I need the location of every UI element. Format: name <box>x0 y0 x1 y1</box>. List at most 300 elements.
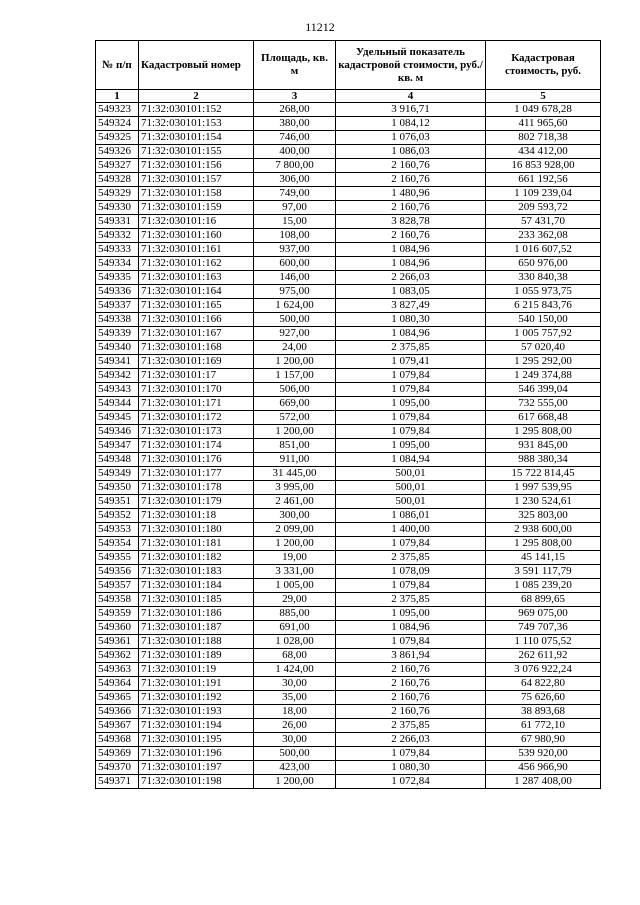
row-index: 549332 <box>96 229 139 243</box>
cadastral-value: 67 980,90 <box>486 733 601 747</box>
table-row <box>96 579 601 593</box>
row-index: 549335 <box>96 271 139 285</box>
area-value: 18,00 <box>254 705 336 719</box>
row-index: 549348 <box>96 453 139 467</box>
cadastral-value: 38 893,68 <box>486 705 601 719</box>
cadastral-value: 1 295 808,00 <box>486 425 601 439</box>
cadastral-value: 546 399,04 <box>486 383 601 397</box>
area-value: 500,00 <box>254 747 336 761</box>
row-index: 549357 <box>96 579 139 593</box>
row-index: 549323 <box>96 103 139 117</box>
cadastral-value: 2 938 600,00 <box>486 523 601 537</box>
area-value: 911,00 <box>254 453 336 467</box>
unit-value: 2 160,76 <box>336 229 486 243</box>
area-value: 975,00 <box>254 285 336 299</box>
unit-value: 2 375,85 <box>336 341 486 355</box>
area-value: 1 624,00 <box>254 299 336 313</box>
column-number-row <box>96 90 601 103</box>
cadastral-number: 71:32:030101:157 <box>139 173 254 187</box>
cadastral-value: 57 020,40 <box>486 341 601 355</box>
cadastral-value: 1 005 757,92 <box>486 327 601 341</box>
table-row <box>96 355 601 369</box>
cadastral-number: 71:32:030101:180 <box>139 523 254 537</box>
cadastral-value: 1 055 973,75 <box>486 285 601 299</box>
cadastral-value: 539 920,00 <box>486 747 601 761</box>
row-index: 549338 <box>96 313 139 327</box>
row-index: 549334 <box>96 257 139 271</box>
area-value: 400,00 <box>254 145 336 159</box>
unit-value: 2 160,76 <box>336 705 486 719</box>
cadastral-number: 71:32:030101:173 <box>139 425 254 439</box>
table-row <box>96 257 601 271</box>
cadastral-value: 617 668,48 <box>486 411 601 425</box>
cadastral-number: 71:32:030101:196 <box>139 747 254 761</box>
unit-value: 500,01 <box>336 467 486 481</box>
row-index: 549350 <box>96 481 139 495</box>
table-row <box>96 159 601 173</box>
cadastral-number: 71:32:030101:184 <box>139 579 254 593</box>
cadastral-number: 71:32:030101:176 <box>139 453 254 467</box>
area-value: 31 445,00 <box>254 467 336 481</box>
cadastral-value: 411 965,60 <box>486 117 601 131</box>
area-value: 937,00 <box>254 243 336 257</box>
cadastral-value: 209 593,72 <box>486 201 601 215</box>
cadastral-value: 61 772,10 <box>486 719 601 733</box>
unit-value: 1 084,96 <box>336 243 486 257</box>
cadastral-value: 3 591 117,79 <box>486 565 601 579</box>
cadastral-number: 71:32:030101:153 <box>139 117 254 131</box>
unit-value: 2 160,76 <box>336 173 486 187</box>
cadastral-value: 1 049 678,28 <box>486 103 601 117</box>
cadastral-value: 969 075,00 <box>486 607 601 621</box>
table-row <box>96 565 601 579</box>
row-index: 549330 <box>96 201 139 215</box>
area-value: 2 461,00 <box>254 495 336 509</box>
row-index: 549352 <box>96 509 139 523</box>
area-value: 380,00 <box>254 117 336 131</box>
row-index: 549339 <box>96 327 139 341</box>
area-value: 26,00 <box>254 719 336 733</box>
unit-value: 2 375,85 <box>336 551 486 565</box>
cadastral-number: 71:32:030101:193 <box>139 705 254 719</box>
cadastral-number: 71:32:030101:162 <box>139 257 254 271</box>
unit-value: 1 084,12 <box>336 117 486 131</box>
area-value: 1 028,00 <box>254 635 336 649</box>
row-index: 549333 <box>96 243 139 257</box>
cadastral-value: 262 611,92 <box>486 649 601 663</box>
area-value: 3 331,00 <box>254 565 336 579</box>
cadastral-value: 1 110 075,52 <box>486 635 601 649</box>
row-index: 549369 <box>96 747 139 761</box>
header-cadastral-value: Кадастровая стоимость, руб. <box>486 41 601 90</box>
table-row <box>96 313 601 327</box>
cadastral-number: 71:32:030101:168 <box>139 341 254 355</box>
unit-value: 1 080,30 <box>336 761 486 775</box>
cadastral-number: 71:32:030101:189 <box>139 649 254 663</box>
area-value: 600,00 <box>254 257 336 271</box>
row-index: 549340 <box>96 341 139 355</box>
unit-value: 1 079,84 <box>336 635 486 649</box>
area-value: 306,00 <box>254 173 336 187</box>
row-index: 549329 <box>96 187 139 201</box>
row-index: 549364 <box>96 677 139 691</box>
row-index: 549365 <box>96 691 139 705</box>
cadastral-value: 75 626,60 <box>486 691 601 705</box>
header-area: Площадь, кв. м <box>254 41 336 90</box>
unit-value: 1 095,00 <box>336 397 486 411</box>
cadastral-number: 71:32:030101:167 <box>139 327 254 341</box>
row-index: 549349 <box>96 467 139 481</box>
unit-value: 1 072,84 <box>336 775 486 789</box>
header-cadastral-number: Кадастровый номер <box>139 41 254 90</box>
table-row <box>96 383 601 397</box>
table-row <box>96 677 601 691</box>
unit-value: 1 400,00 <box>336 523 486 537</box>
table-row <box>96 103 601 117</box>
row-index: 549354 <box>96 537 139 551</box>
cadastral-number: 71:32:030101:160 <box>139 229 254 243</box>
area-value: 108,00 <box>254 229 336 243</box>
row-index: 549331 <box>96 215 139 229</box>
unit-value: 2 160,76 <box>336 691 486 705</box>
row-index: 549346 <box>96 425 139 439</box>
page-number: 11212 <box>305 20 335 34</box>
cadastral-value: 1 016 607,52 <box>486 243 601 257</box>
cadastral-number: 71:32:030101:161 <box>139 243 254 257</box>
unit-value: 1 480,96 <box>336 187 486 201</box>
cadastral-value: 749 707,36 <box>486 621 601 635</box>
unit-value: 2 375,85 <box>336 719 486 733</box>
column-number: 1 <box>96 90 139 103</box>
unit-value: 1 078,09 <box>336 565 486 579</box>
table-row <box>96 425 601 439</box>
column-number: 3 <box>254 90 336 103</box>
cadastral-number: 71:32:030101:17 <box>139 369 254 383</box>
row-index: 549370 <box>96 761 139 775</box>
area-value: 1 200,00 <box>254 775 336 789</box>
row-index: 549341 <box>96 355 139 369</box>
table-row <box>96 327 601 341</box>
cadastral-number: 71:32:030101:174 <box>139 439 254 453</box>
cadastral-number: 71:32:030101:166 <box>139 313 254 327</box>
cadastral-number: 71:32:030101:155 <box>139 145 254 159</box>
row-index: 549342 <box>96 369 139 383</box>
cadastral-number: 71:32:030101:16 <box>139 215 254 229</box>
cadastral-number: 71:32:030101:19 <box>139 663 254 677</box>
unit-value: 2 266,03 <box>336 271 486 285</box>
row-index: 549345 <box>96 411 139 425</box>
cadastral-value: 650 976,00 <box>486 257 601 271</box>
cadastral-value: 6 215 843,76 <box>486 299 601 313</box>
cadastral-number: 71:32:030101:188 <box>139 635 254 649</box>
table-row <box>96 439 601 453</box>
area-value: 1 157,00 <box>254 369 336 383</box>
table-row <box>96 411 601 425</box>
column-number: 2 <box>139 90 254 103</box>
row-index: 549324 <box>96 117 139 131</box>
unit-value: 1 079,84 <box>336 369 486 383</box>
unit-value: 1 095,00 <box>336 439 486 453</box>
unit-value: 3 861,94 <box>336 649 486 663</box>
cadastral-number: 71:32:030101:186 <box>139 607 254 621</box>
cadastral-value: 456 966,90 <box>486 761 601 775</box>
area-value: 24,00 <box>254 341 336 355</box>
table-row <box>96 523 601 537</box>
cadastral-value: 434 412,00 <box>486 145 601 159</box>
cadastral-value: 16 853 928,00 <box>486 159 601 173</box>
row-index: 549351 <box>96 495 139 509</box>
unit-value: 1 076,03 <box>336 131 486 145</box>
row-index: 549358 <box>96 593 139 607</box>
cadastral-number: 71:32:030101:198 <box>139 775 254 789</box>
row-index: 549359 <box>96 607 139 621</box>
row-index: 549327 <box>96 159 139 173</box>
row-index: 549367 <box>96 719 139 733</box>
table-row <box>96 117 601 131</box>
area-value: 30,00 <box>254 677 336 691</box>
table-body <box>96 103 601 789</box>
row-index: 549347 <box>96 439 139 453</box>
row-index: 549343 <box>96 383 139 397</box>
unit-value: 2 375,85 <box>336 593 486 607</box>
row-index: 549344 <box>96 397 139 411</box>
cadastral-value: 1 109 239,04 <box>486 187 601 201</box>
unit-value: 2 160,76 <box>336 677 486 691</box>
row-index: 549371 <box>96 775 139 789</box>
unit-value: 1 079,84 <box>336 425 486 439</box>
unit-value: 2 160,76 <box>336 201 486 215</box>
cadastral-number: 71:32:030101:191 <box>139 677 254 691</box>
table-row <box>96 229 601 243</box>
area-value: 97,00 <box>254 201 336 215</box>
row-index: 549328 <box>96 173 139 187</box>
header-index: № п/п <box>96 41 139 90</box>
cadastral-number: 71:32:030101:183 <box>139 565 254 579</box>
unit-value: 1 084,96 <box>336 327 486 341</box>
table-row <box>96 453 601 467</box>
cadastral-value: 1 997 539,95 <box>486 481 601 495</box>
cadastral-value: 661 192,56 <box>486 173 601 187</box>
area-value: 15,00 <box>254 215 336 229</box>
unit-value: 1 086,01 <box>336 509 486 523</box>
column-number: 4 <box>336 90 486 103</box>
area-value: 2 099,00 <box>254 523 336 537</box>
table-row <box>96 215 601 229</box>
unit-value: 3 828,78 <box>336 215 486 229</box>
table-row <box>96 551 601 565</box>
table-row <box>96 369 601 383</box>
unit-value: 1 079,84 <box>336 411 486 425</box>
table-row <box>96 649 601 663</box>
area-value: 1 200,00 <box>254 355 336 369</box>
area-value: 749,00 <box>254 187 336 201</box>
cadastral-value: 1 295 292,00 <box>486 355 601 369</box>
cadastral-number: 71:32:030101:164 <box>139 285 254 299</box>
table-row <box>96 145 601 159</box>
area-value: 1 424,00 <box>254 663 336 677</box>
cadastral-number: 71:32:030101:182 <box>139 551 254 565</box>
unit-value: 2 160,76 <box>336 159 486 173</box>
cadastral-number: 71:32:030101:170 <box>139 383 254 397</box>
table-row <box>96 285 601 299</box>
cadastral-value: 68 899,65 <box>486 593 601 607</box>
unit-value: 1 084,94 <box>336 453 486 467</box>
area-value: 572,00 <box>254 411 336 425</box>
cadastral-number: 71:32:030101:158 <box>139 187 254 201</box>
unit-value: 500,01 <box>336 495 486 509</box>
unit-value: 1 095,00 <box>336 607 486 621</box>
row-index: 549361 <box>96 635 139 649</box>
cadastral-value: 1 287 408,00 <box>486 775 601 789</box>
row-index: 549326 <box>96 145 139 159</box>
area-value: 691,00 <box>254 621 336 635</box>
cadastral-number: 71:32:030101:172 <box>139 411 254 425</box>
row-index: 549363 <box>96 663 139 677</box>
area-value: 68,00 <box>254 649 336 663</box>
cadastral-number: 71:32:030101:163 <box>139 271 254 285</box>
area-value: 423,00 <box>254 761 336 775</box>
row-index: 549366 <box>96 705 139 719</box>
unit-value: 2 160,76 <box>336 663 486 677</box>
table-row <box>96 481 601 495</box>
table-row <box>96 705 601 719</box>
cadastral-number: 71:32:030101:197 <box>139 761 254 775</box>
unit-value: 3 916,71 <box>336 103 486 117</box>
table-row <box>96 187 601 201</box>
cadastral-value: 1 249 374,88 <box>486 369 601 383</box>
table-header-row <box>96 41 601 90</box>
area-value: 19,00 <box>254 551 336 565</box>
cadastral-value: 931 845,00 <box>486 439 601 453</box>
cadastral-number: 71:32:030101:179 <box>139 495 254 509</box>
cadastral-value: 233 362,08 <box>486 229 601 243</box>
unit-value: 1 079,41 <box>336 355 486 369</box>
header-unit-value: Удельный показатель кадастровой стоимости, руб./кв. м <box>336 41 486 90</box>
area-value: 851,00 <box>254 439 336 453</box>
area-value: 746,00 <box>254 131 336 145</box>
cadastral-number: 71:32:030101:177 <box>139 467 254 481</box>
table-row <box>96 495 601 509</box>
area-value: 1 200,00 <box>254 425 336 439</box>
area-value: 3 995,00 <box>254 481 336 495</box>
table-row <box>96 131 601 145</box>
cadastral-value: 325 803,00 <box>486 509 601 523</box>
table-row <box>96 733 601 747</box>
cadastral-value: 15 722 814,45 <box>486 467 601 481</box>
area-value: 7 800,00 <box>254 159 336 173</box>
table-row <box>96 299 601 313</box>
area-value: 268,00 <box>254 103 336 117</box>
cadastral-value: 57 431,70 <box>486 215 601 229</box>
table-row <box>96 635 601 649</box>
table-row <box>96 621 601 635</box>
row-index: 549355 <box>96 551 139 565</box>
table-row <box>96 173 601 187</box>
table-row <box>96 593 601 607</box>
table-row <box>96 271 601 285</box>
unit-value: 3 827,49 <box>336 299 486 313</box>
row-index: 549336 <box>96 285 139 299</box>
area-value: 1 005,00 <box>254 579 336 593</box>
cadastral-value-table <box>95 40 601 789</box>
area-value: 669,00 <box>254 397 336 411</box>
cadastral-value: 802 718,38 <box>486 131 601 145</box>
row-index: 549337 <box>96 299 139 313</box>
cadastral-number: 71:32:030101:171 <box>139 397 254 411</box>
cadastral-value: 1 085 239,20 <box>486 579 601 593</box>
unit-value: 2 266,03 <box>336 733 486 747</box>
cadastral-value: 988 380,34 <box>486 453 601 467</box>
cadastral-value: 64 822,80 <box>486 677 601 691</box>
table-row <box>96 467 601 481</box>
row-index: 549360 <box>96 621 139 635</box>
unit-value: 1 086,03 <box>336 145 486 159</box>
row-index: 549368 <box>96 733 139 747</box>
area-value: 300,00 <box>254 509 336 523</box>
cadastral-number: 71:32:030101:195 <box>139 733 254 747</box>
cadastral-number: 71:32:030101:187 <box>139 621 254 635</box>
table-row <box>96 397 601 411</box>
table-row <box>96 761 601 775</box>
cadastral-value: 732 555,00 <box>486 397 601 411</box>
cadastral-number: 71:32:030101:169 <box>139 355 254 369</box>
unit-value: 1 080,30 <box>336 313 486 327</box>
row-index: 549362 <box>96 649 139 663</box>
table-row <box>96 201 601 215</box>
cadastral-value: 1 295 808,00 <box>486 537 601 551</box>
table-row <box>96 775 601 789</box>
table-row <box>96 691 601 705</box>
unit-value: 1 079,84 <box>336 383 486 397</box>
row-index: 549353 <box>96 523 139 537</box>
unit-value: 1 079,84 <box>336 537 486 551</box>
area-value: 29,00 <box>254 593 336 607</box>
area-value: 506,00 <box>254 383 336 397</box>
table-row <box>96 719 601 733</box>
area-value: 30,00 <box>254 733 336 747</box>
area-value: 500,00 <box>254 313 336 327</box>
table-row <box>96 607 601 621</box>
cadastral-value: 1 230 524,61 <box>486 495 601 509</box>
cadastral-number: 71:32:030101:194 <box>139 719 254 733</box>
area-value: 146,00 <box>254 271 336 285</box>
cadastral-number: 71:32:030101:165 <box>139 299 254 313</box>
table-row <box>96 663 601 677</box>
area-value: 35,00 <box>254 691 336 705</box>
cadastral-value: 330 840,38 <box>486 271 601 285</box>
unit-value: 1 079,84 <box>336 579 486 593</box>
cadastral-number: 71:32:030101:154 <box>139 131 254 145</box>
table-row <box>96 509 601 523</box>
cadastral-number: 71:32:030101:156 <box>139 159 254 173</box>
row-index: 549356 <box>96 565 139 579</box>
cadastral-number: 71:32:030101:181 <box>139 537 254 551</box>
cadastral-value: 45 141,15 <box>486 551 601 565</box>
area-value: 927,00 <box>254 327 336 341</box>
cadastral-value: 540 150,00 <box>486 313 601 327</box>
cadastral-number: 71:32:030101:185 <box>139 593 254 607</box>
cadastral-number: 71:32:030101:159 <box>139 201 254 215</box>
cadastral-number: 71:32:030101:178 <box>139 481 254 495</box>
area-value: 885,00 <box>254 607 336 621</box>
cadastral-value: 3 076 922,24 <box>486 663 601 677</box>
area-value: 1 200,00 <box>254 537 336 551</box>
unit-value: 1 079,84 <box>336 747 486 761</box>
cadastral-number: 71:32:030101:18 <box>139 509 254 523</box>
table-row <box>96 537 601 551</box>
unit-value: 500,01 <box>336 481 486 495</box>
cadastral-number: 71:32:030101:152 <box>139 103 254 117</box>
